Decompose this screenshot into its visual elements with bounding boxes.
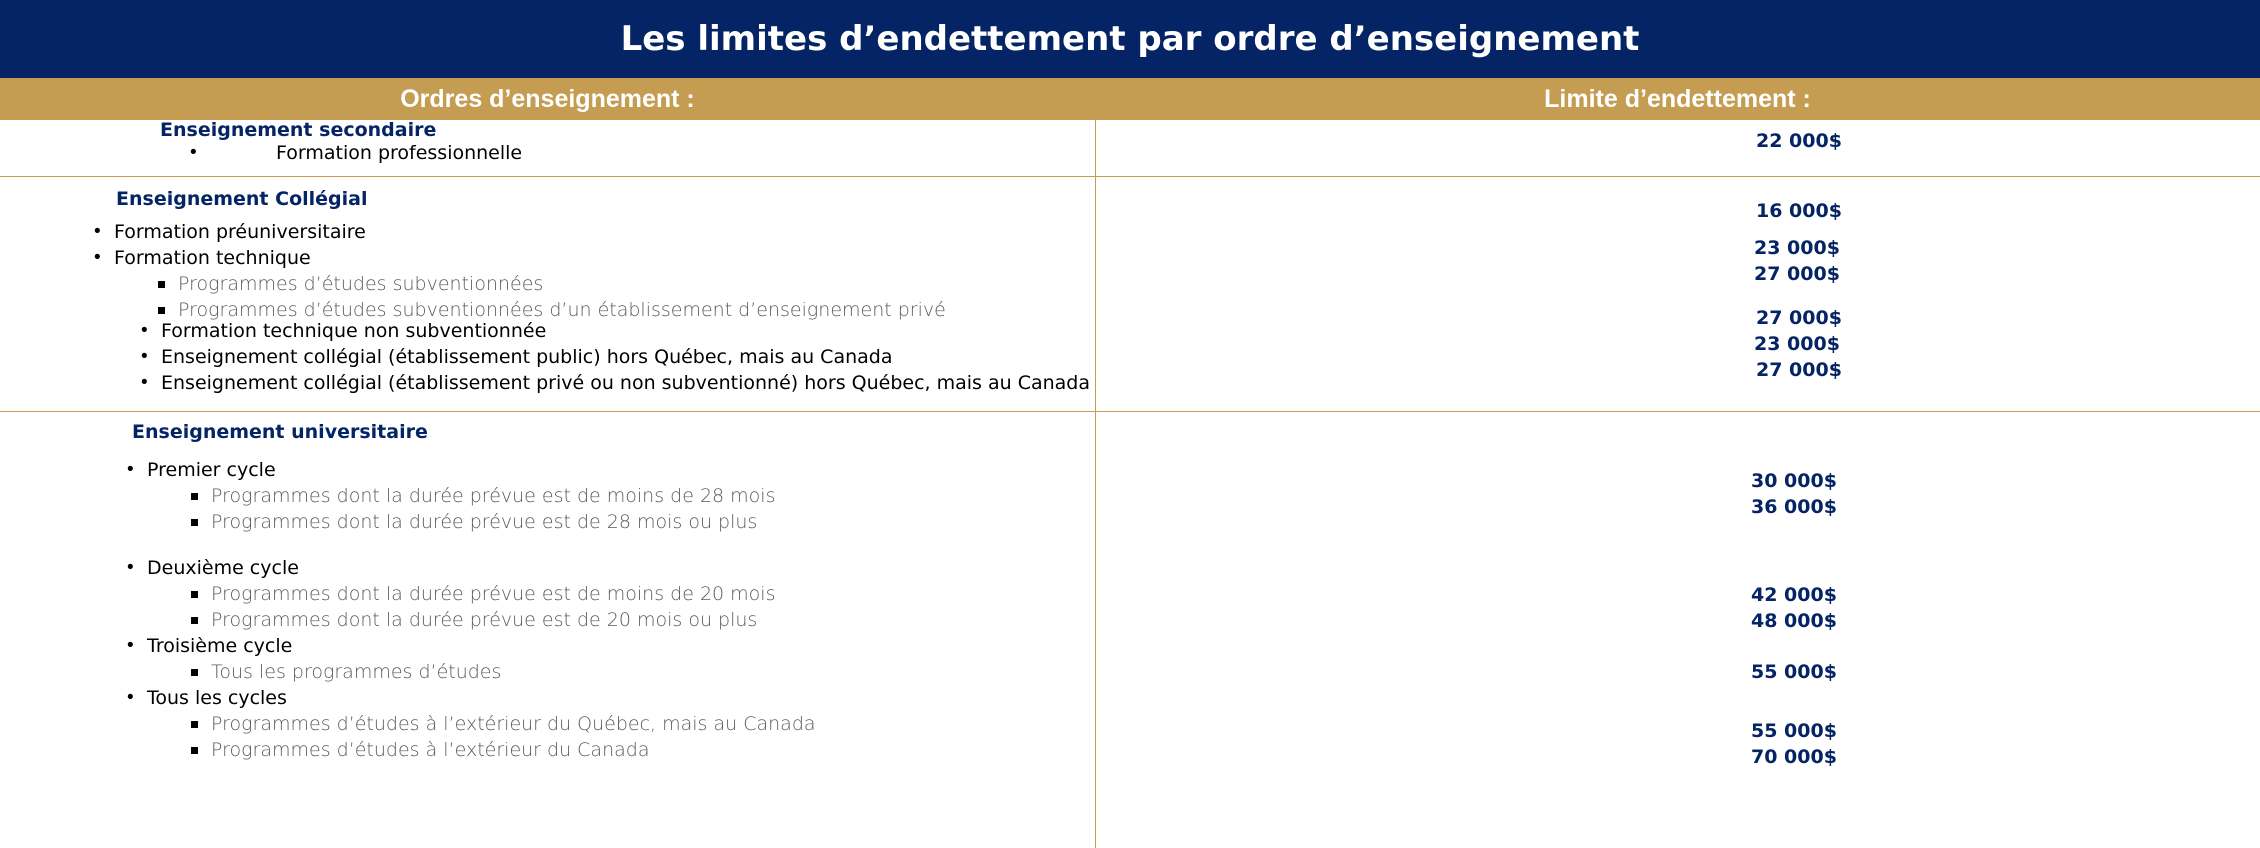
square-bullet-icon: [191, 519, 198, 526]
list-item: Tous les cycles: [147, 687, 287, 709]
list-subitem: Programmes d’études à l’extérieur du Québec, mais au Canada: [211, 713, 816, 735]
section-heading-secondaire: Enseignement secondaire: [160, 119, 437, 141]
row-divider: [0, 411, 2260, 412]
square-bullet-icon: [158, 281, 165, 288]
list-subitem: Tous les programmes d’études: [211, 661, 502, 683]
bullet-icon: •: [141, 320, 148, 341]
bullet-icon: •: [94, 221, 101, 242]
list-item: Formation professionnelle: [276, 142, 523, 164]
square-bullet-icon: [158, 307, 165, 314]
bullet-icon: •: [127, 459, 134, 480]
list-item: Formation technique non subventionnée: [161, 320, 547, 342]
limit-amount: 30 000$: [1751, 470, 1837, 492]
square-bullet-icon: [191, 747, 198, 754]
list-item: Formation technique: [114, 247, 311, 269]
list-item: Premier cycle: [147, 459, 276, 481]
square-bullet-icon: [191, 591, 198, 598]
limit-amount: 27 000$: [1756, 359, 1842, 381]
list-item: Enseignement collégial (établissement public) hors Québec, mais au Canada: [161, 346, 893, 368]
bullet-icon: •: [94, 247, 101, 268]
square-bullet-icon: [191, 721, 198, 728]
square-bullet-icon: [191, 493, 198, 500]
limit-amount: 55 000$: [1751, 720, 1837, 742]
limit-amount: 70 000$: [1751, 746, 1837, 768]
list-subitem: Programmes d’études subventionnées d’un établissement d’enseignement privé: [178, 299, 946, 321]
limit-amount: 27 000$: [1754, 263, 1840, 285]
table-header: [0, 78, 2260, 120]
limit-amount: 23 000$: [1754, 333, 1840, 355]
column-header-orders: Ordres d’enseignement :: [400, 85, 695, 113]
square-bullet-icon: [191, 617, 198, 624]
limit-amount: 27 000$: [1756, 307, 1842, 329]
bullet-icon: •: [141, 346, 148, 367]
list-subitem: Programmes d’études subventionnées: [178, 273, 544, 295]
list-item: Deuxième cycle: [147, 557, 299, 579]
column-header-limit: Limite d’endettement :: [1544, 85, 1811, 113]
bullet-icon: •: [127, 687, 134, 708]
limit-amount: 23 000$: [1754, 237, 1840, 259]
list-item: Troisième cycle: [147, 635, 293, 657]
list-subitem: Programmes dont la durée prévue est de moins de 20 mois: [211, 583, 776, 605]
limit-amount: 42 000$: [1751, 584, 1837, 606]
square-bullet-icon: [191, 669, 198, 676]
bullet-icon: •: [141, 372, 148, 393]
page-title: Les limites d’endettement par ordre d’enseignement: [0, 0, 2260, 78]
list-item: Formation préuniversitaire: [114, 221, 366, 243]
list-subitem: Programmes dont la durée prévue est de 28 mois ou plus: [211, 511, 758, 533]
limit-amount: 55 000$: [1751, 661, 1837, 683]
bullet-icon: •: [127, 557, 134, 578]
list-subitem: Programmes dont la durée prévue est de moins de 28 mois: [211, 485, 776, 507]
list-subitem: Programmes dont la durée prévue est de 20 mois ou plus: [211, 609, 758, 631]
list-subitem: Programmes d’études à l’extérieur du Canada: [211, 739, 650, 761]
bullet-icon: •: [127, 635, 134, 656]
list-item: Enseignement collégial (établissement privé ou non subventionné) hors Québec, mais au Canada: [161, 372, 1090, 394]
bullet-icon: •: [190, 142, 197, 163]
limit-amount: 22 000$: [1756, 130, 1842, 152]
column-divider: [1095, 120, 1096, 848]
row-divider: [0, 176, 2260, 177]
section-heading-universitaire: Enseignement universitaire: [132, 421, 428, 443]
section-heading-collegial: Enseignement Collégial: [116, 188, 368, 210]
limit-amount: 48 000$: [1751, 610, 1837, 632]
limit-amount: 16 000$: [1756, 200, 1842, 222]
limit-amount: 36 000$: [1751, 496, 1837, 518]
